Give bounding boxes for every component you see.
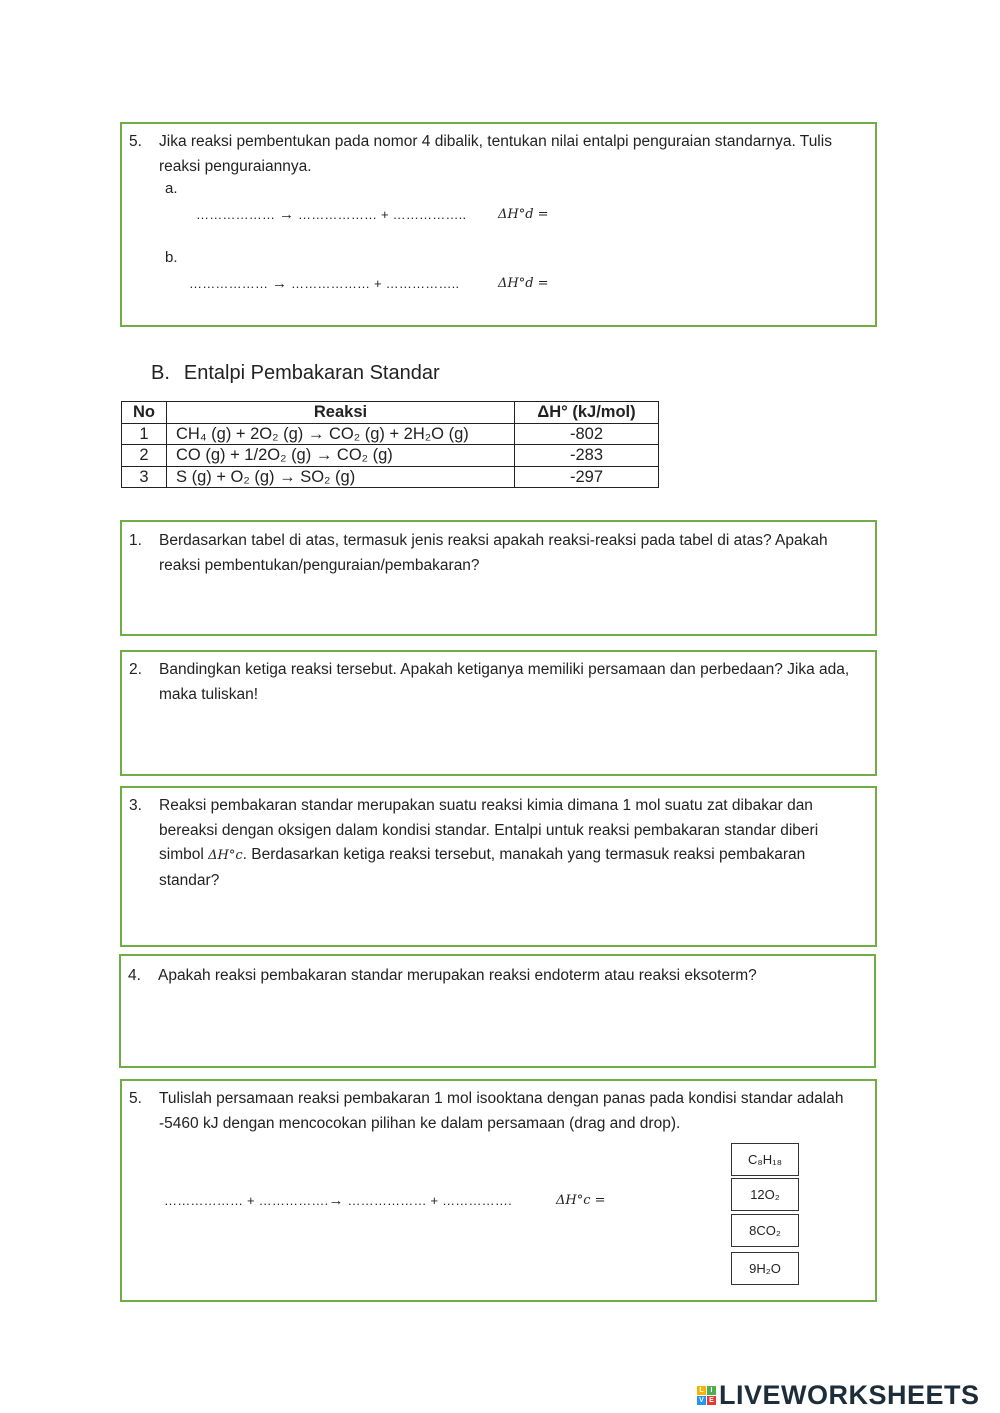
header-reaction: Reaksi bbox=[167, 402, 515, 424]
q5-delta-h: ΔH°c = bbox=[556, 1193, 606, 1208]
question-text: Bandingkan ketiga reaksi tersebut. Apakah ketiganya memiliki persamaan dan perbedaan? Jika ada, maka tuliskan! bbox=[159, 661, 850, 703]
question-text: Apakah reaksi pembakaran standar merupakan reaksi endoterm atau reaksi eksoterm? bbox=[158, 967, 757, 984]
logo-mark-i: I bbox=[707, 1386, 716, 1395]
blank-product-1[interactable]: ……………… + bbox=[291, 276, 382, 291]
row-reaction: S (g) + O₂ (g) → SO₂ (g) bbox=[167, 466, 515, 488]
question-2-box[interactable] bbox=[120, 650, 877, 776]
row-value: -297 bbox=[515, 466, 659, 488]
blank-product-2[interactable]: …………….. bbox=[385, 276, 460, 291]
drop-slot-3[interactable]: ……………… + bbox=[347, 1193, 439, 1208]
question-text bbox=[129, 794, 861, 893]
question-4-box[interactable] bbox=[119, 954, 876, 1068]
question-number: 3. bbox=[129, 797, 142, 814]
question-4 bbox=[128, 964, 860, 989]
blank-reactant[interactable]: ……………… bbox=[196, 207, 276, 222]
table-header-row bbox=[122, 402, 659, 424]
delta-h-c-symbol: ΔH°c bbox=[208, 848, 243, 863]
section-title bbox=[151, 362, 440, 385]
section-letter: B. bbox=[151, 362, 170, 384]
drop-slot-2[interactable]: ……………. bbox=[258, 1193, 329, 1208]
question-number: 4. bbox=[128, 967, 141, 984]
logo-mark-l: L bbox=[697, 1386, 706, 1395]
blank-reactant[interactable]: ……………… bbox=[189, 276, 269, 291]
arrow-icon: → bbox=[279, 206, 295, 223]
drop-slot-4[interactable]: ……………. bbox=[442, 1193, 512, 1208]
section-heading: Entalpi Pembakaran Standar bbox=[183, 362, 440, 384]
question-number: 5. bbox=[129, 133, 142, 150]
blank-product-1[interactable]: ……………… + bbox=[298, 207, 389, 222]
question-text-after: . Berdasarkan ketiga reaksi tersebut, manakah yang termasuk reaksi pembakaran standar? bbox=[159, 846, 806, 889]
question-2 bbox=[129, 658, 861, 707]
question-5-decomposition bbox=[129, 130, 861, 179]
drop-slot-1[interactable]: ……………… + bbox=[164, 1193, 255, 1208]
option-label: 8CO₂ bbox=[749, 1223, 781, 1238]
row-no: 2 bbox=[122, 445, 167, 467]
question-number: 5. bbox=[129, 1090, 142, 1107]
item-a-delta-h: ΔH°d = bbox=[498, 207, 549, 222]
option-chip-c8h18[interactable] bbox=[731, 1143, 799, 1176]
question-5-decomposition-box bbox=[120, 122, 877, 327]
option-label: 12O₂ bbox=[750, 1187, 780, 1202]
logo-mark-v: V bbox=[697, 1396, 706, 1405]
question-5 bbox=[129, 1087, 861, 1136]
arrow-icon: → bbox=[328, 1192, 344, 1209]
row-no: 3 bbox=[122, 466, 167, 488]
liveworksheets-logo bbox=[697, 1380, 980, 1411]
logo-mark-icon bbox=[697, 1386, 716, 1405]
item-a-label: a. bbox=[165, 180, 178, 197]
question-1-box[interactable] bbox=[120, 520, 877, 636]
table-row bbox=[122, 466, 659, 488]
item-b-label: b. bbox=[165, 249, 178, 266]
row-no: 1 bbox=[122, 423, 167, 445]
arrow-icon: → bbox=[272, 275, 288, 292]
item-b-delta-h: ΔH°d = bbox=[498, 276, 549, 291]
question-number: 2. bbox=[129, 661, 142, 678]
table-row bbox=[122, 445, 659, 467]
option-label: 9H₂O bbox=[749, 1261, 781, 1276]
question-text-before: Reaksi pembakaran standar merupakan suatu reaksi kimia dimana 1 mol suatu zat dibakar dan bereaksi dengan oksigen dalam kondisi standar. Entalpi untuk reaksi pembakaran standar diberi simbol bbox=[159, 797, 819, 863]
blank-product-2[interactable]: …………….. bbox=[392, 207, 467, 222]
question-number: 1. bbox=[129, 532, 142, 549]
option-chip-12o2[interactable] bbox=[731, 1178, 799, 1211]
row-value: -283 bbox=[515, 445, 659, 467]
question-3 bbox=[129, 794, 861, 893]
row-value: -802 bbox=[515, 423, 659, 445]
reaction-table bbox=[121, 401, 659, 488]
row-reaction: CO (g) + 1/2O₂ (g) → CO₂ (g) bbox=[167, 445, 515, 467]
option-chip-8co2[interactable] bbox=[731, 1214, 799, 1247]
question-1 bbox=[129, 529, 861, 578]
option-label: C₈H₁₈ bbox=[748, 1152, 782, 1167]
table-row bbox=[122, 423, 659, 445]
logo-text: LIVEWORKSHEETS bbox=[719, 1380, 980, 1410]
item-b-equation bbox=[189, 275, 459, 292]
logo-mark-e: E bbox=[707, 1396, 716, 1405]
header-delta-h: ΔH° (kJ/mol) bbox=[515, 402, 659, 424]
header-no: No bbox=[122, 402, 167, 424]
q5-equation bbox=[164, 1192, 512, 1209]
question-text: Tulislah persamaan reaksi pembakaran 1 mol isooktana dengan panas pada kondisi standar adalah -5460 kJ dengan mencocokan pilihan ke dalam persamaan (drag and drop). bbox=[159, 1090, 844, 1132]
item-a-equation bbox=[196, 206, 466, 223]
question-text: Jika reaksi pembentukan pada nomor 4 dibalik, tentukan nilai entalpi penguraian standarnya. Tulis reaksi penguraiannya. bbox=[159, 133, 832, 175]
row-reaction: CH₄ (g) + 2O₂ (g) → CO₂ (g) + 2H₂O (g) bbox=[167, 423, 515, 445]
question-text: Berdasarkan tabel di atas, termasuk jenis reaksi apakah reaksi-reaksi pada tabel di atas? Apakah reaksi pembentukan/penguraian/pembakaran? bbox=[159, 532, 828, 574]
question-3-box[interactable] bbox=[120, 786, 877, 947]
option-chip-9h2o[interactable] bbox=[731, 1252, 799, 1285]
